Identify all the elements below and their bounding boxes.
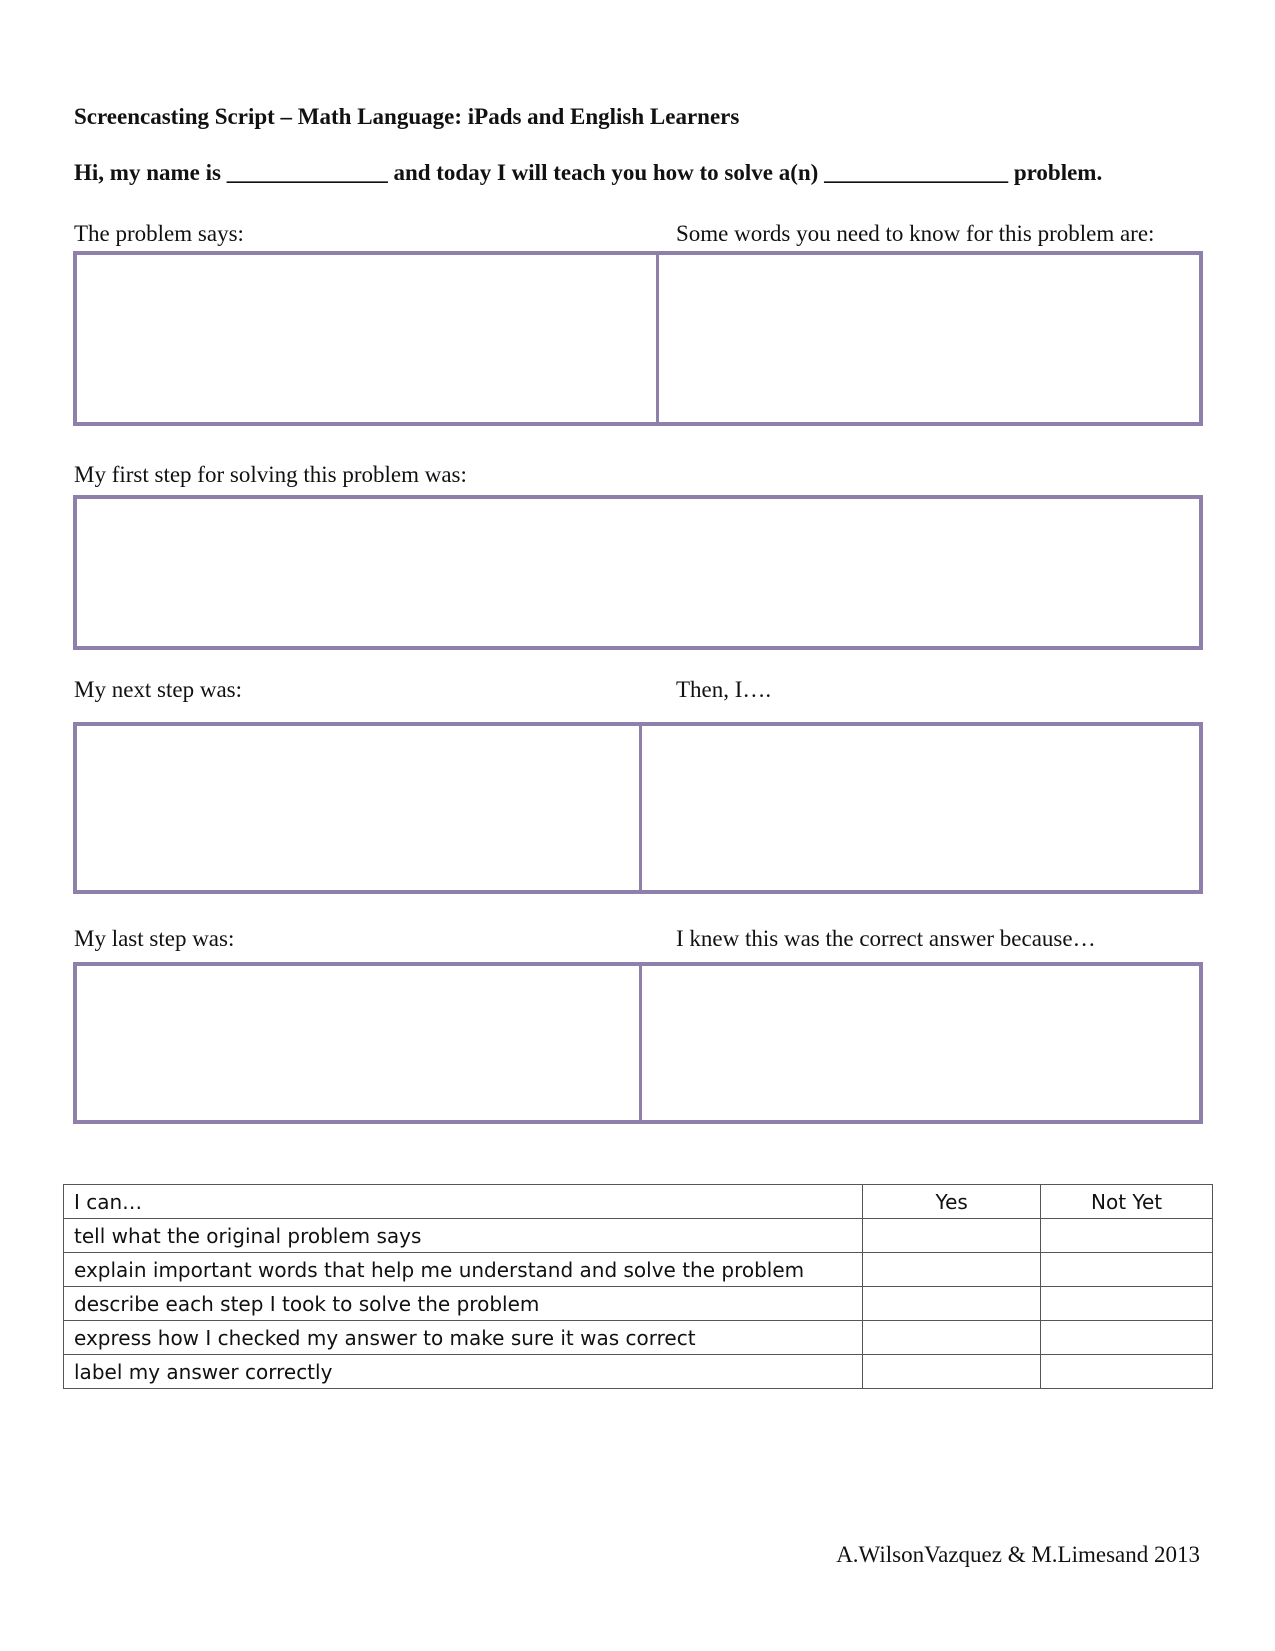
- intro-sentence: Hi, my name is ______________ and today I will teach you how to solve a(n) ________________ problem.: [74, 160, 1103, 185]
- row-statement: express how I checked my answer to make sure it was correct: [64, 1321, 863, 1355]
- header-yes: Yes: [863, 1185, 1041, 1219]
- not-yet-cell[interactable]: [1041, 1219, 1213, 1253]
- self-check-table: [63, 1184, 1213, 1389]
- label-correct-because: I knew this was the correct answer because…: [676, 926, 1096, 951]
- first-step-box[interactable]: [73, 495, 1203, 650]
- not-yet-cell[interactable]: [1041, 1287, 1213, 1321]
- label-next-step: My next step was:: [74, 677, 243, 702]
- label-last-step: My last step was:: [74, 926, 235, 951]
- label-first-step: My first step for solving this problem was:: [74, 462, 467, 487]
- box-divider: [639, 726, 642, 890]
- row-statement: label my answer correctly: [64, 1355, 863, 1389]
- not-yet-cell[interactable]: [1041, 1355, 1213, 1389]
- box-divider: [656, 255, 659, 422]
- not-yet-cell[interactable]: [1041, 1321, 1213, 1355]
- header-not-yet: Not Yet: [1041, 1185, 1213, 1219]
- table-row: [64, 1253, 1213, 1287]
- label-then: Then, I….: [676, 677, 772, 702]
- table-header-row: [64, 1185, 1213, 1219]
- row-statement: describe each step I took to solve the problem: [64, 1287, 863, 1321]
- problem-and-words-box[interactable]: [73, 251, 1203, 426]
- label-problem-says: The problem says:: [74, 221, 244, 246]
- yes-cell[interactable]: [863, 1253, 1041, 1287]
- table-row: [64, 1219, 1213, 1253]
- yes-cell[interactable]: [863, 1287, 1041, 1321]
- page-title: Screencasting Script – Math Language: iPads and English Learners: [74, 104, 740, 129]
- table-row: [64, 1321, 1213, 1355]
- label-words-to-know: Some words you need to know for this problem are:: [676, 221, 1155, 246]
- header-i-can: I can…: [64, 1185, 863, 1219]
- next-step-and-then-box[interactable]: [73, 722, 1203, 894]
- box-divider: [639, 966, 642, 1120]
- yes-cell[interactable]: [863, 1321, 1041, 1355]
- table-row: [64, 1355, 1213, 1389]
- yes-cell[interactable]: [863, 1355, 1041, 1389]
- last-step-and-reason-box[interactable]: [73, 962, 1203, 1124]
- row-statement: tell what the original problem says: [64, 1219, 863, 1253]
- row-statement: explain important words that help me understand and solve the problem: [64, 1253, 863, 1287]
- table-row: [64, 1287, 1213, 1321]
- yes-cell[interactable]: [863, 1219, 1041, 1253]
- not-yet-cell[interactable]: [1041, 1253, 1213, 1287]
- footer-credit: A.WilsonVazquez & M.Limesand 2013: [836, 1542, 1200, 1567]
